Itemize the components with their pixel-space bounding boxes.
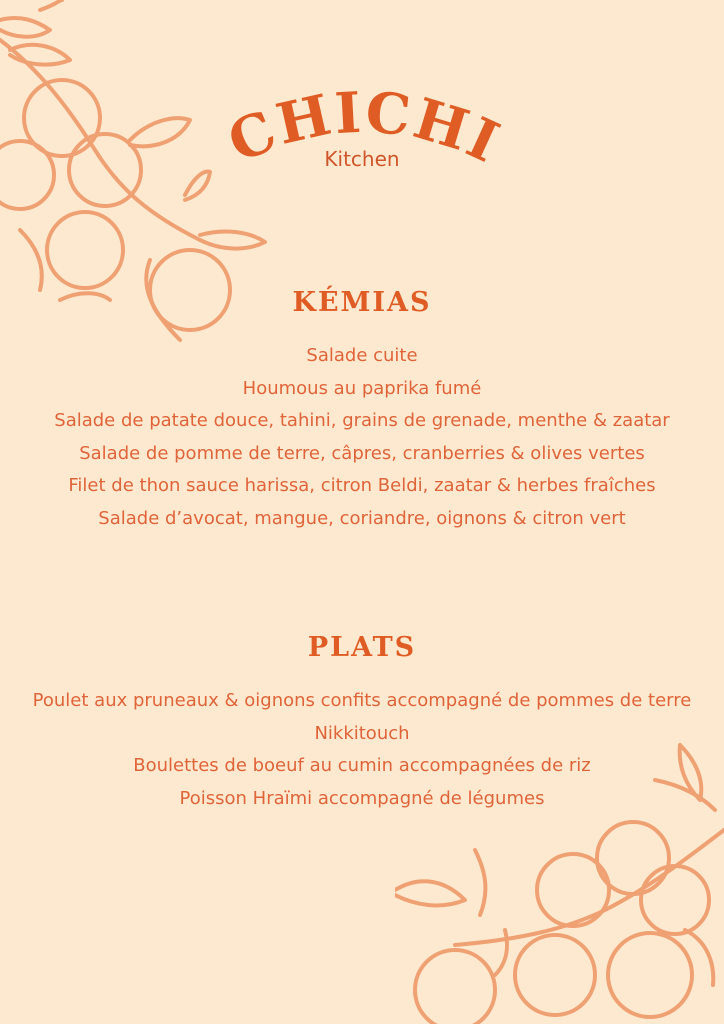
menu-item: Houmous au paprika fumé (242, 377, 482, 399)
section-list-kemias (0, 340, 724, 535)
section-list-plats (0, 685, 724, 815)
menu-item: Nikkitouch (314, 722, 410, 744)
section-title-plats: PLATS (307, 632, 417, 663)
brand-name: CHICHI (218, 90, 511, 177)
menu-item: Salade de patate douce, tahini, grains de grenade, menthe & zaatar (54, 410, 670, 431)
brand-logo (0, 90, 724, 190)
menu-item: Poisson Hraïmi accompagné de légumes (179, 787, 545, 809)
menu-item: Salade cuite (306, 345, 418, 366)
menu-item: Boulettes de boeuf au cumin accompagnées de riz (133, 755, 591, 776)
brand-subtitle: Kitchen (324, 147, 400, 171)
menu-item: Salade de pomme de terre, câpres, cranberries & olives vertes (79, 442, 645, 464)
menu-item: Salade d’avocat, mangue, coriandre, oignons & citron vert (98, 507, 626, 529)
section-title-kemias: KÉMIAS (292, 287, 432, 318)
menu-item: Filet de thon sauce harissa, citron Beldi, zaatar & herbes fraîches (68, 475, 656, 496)
menu-item: Poulet aux pruneaux & oignons confits accompagné de pommes de terre (32, 690, 692, 711)
